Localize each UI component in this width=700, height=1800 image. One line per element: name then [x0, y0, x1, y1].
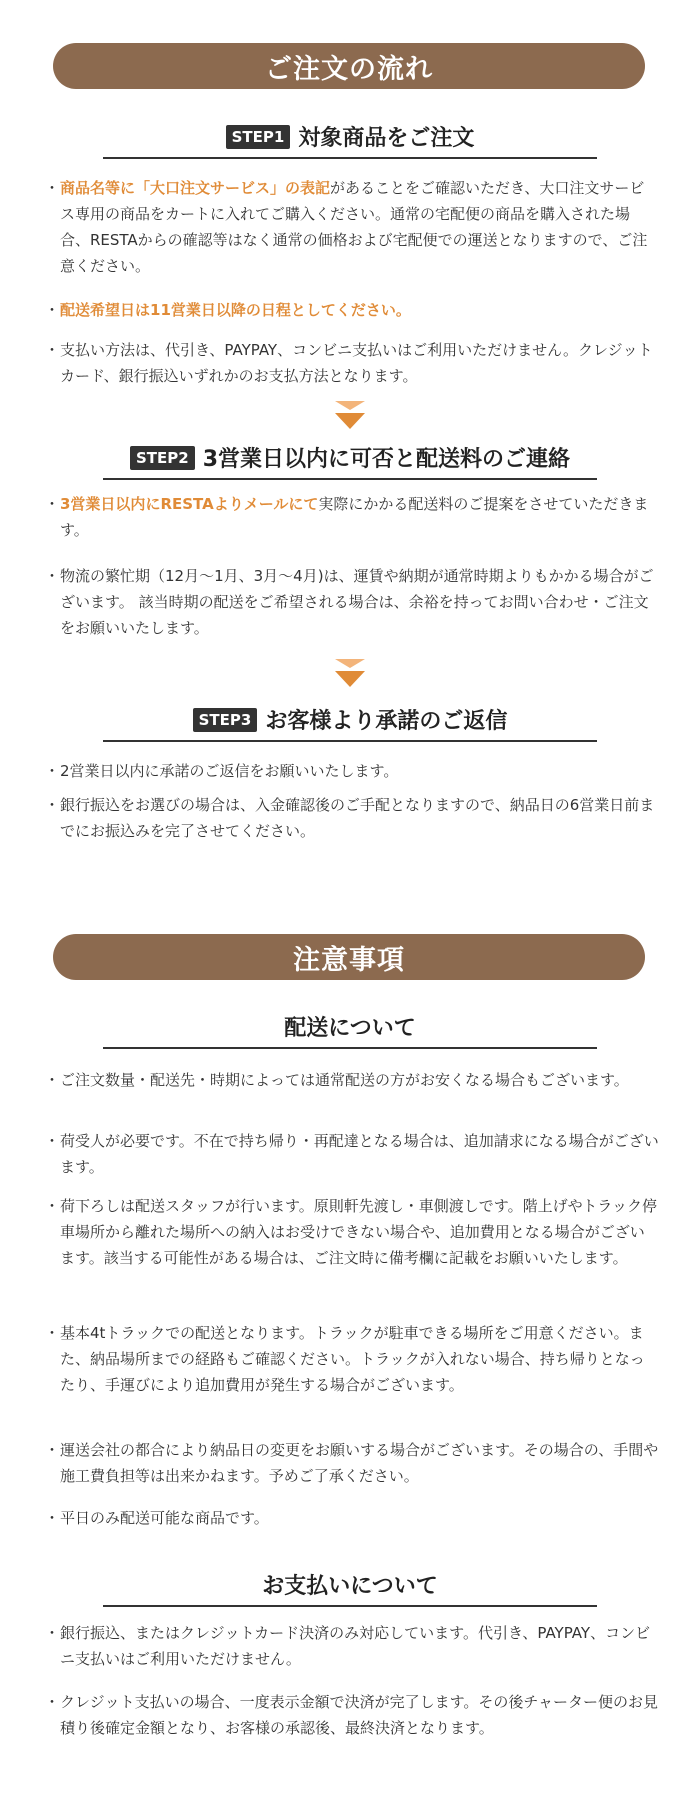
down-arrow-icon	[335, 401, 365, 429]
step2-item	[44, 563, 659, 641]
step3-item	[44, 758, 659, 784]
delivery-item: ・ 基本4tトラックでの配送となります。トラックが駐車できる場所をご用意ください。また、納品場所までの経路もご確認ください。トラックが入れない場合、持ち帰りとなったり、手運びにより追加費用が発生する場合がございます。	[44, 1320, 659, 1398]
delivery-item: ・ 荷下ろしは配送スタッフが行います。原則軒先渡し・車側渡しです。階上げやトラック停車場所から離れた場所への納入はお受けできない場合や、追加費用となる場合がございます。該当する可能性がある場合は、ご注文時に備考欄に記載をお願いいたします。	[44, 1193, 659, 1271]
step3-item	[44, 792, 659, 844]
accent-text: 3営業日以内にRESTAよりメールにて	[60, 495, 319, 513]
step2-heading	[103, 442, 597, 480]
step1-item	[44, 297, 659, 323]
item-text: 物流の繁忙期（12月〜1月、3月〜4月)は、運賃や納期が通常時期よりもかかる場合がございます。 該当時期の配送をご希望される場合は、余裕を持ってお問い合わせ・ご注文をお願いいたします。	[60, 567, 654, 637]
item-text: 支払い方法は、代引き、PAYPAY、コンビニ支払いはご利用いただけません。クレジットカード、銀行振込いずれかのお支払方法となります。	[60, 341, 653, 385]
accent-text: 配送希望日は11営業日以降の日程としてください。	[60, 301, 411, 319]
step2-item	[44, 491, 659, 543]
step2-badge: STEP2	[130, 446, 195, 470]
down-arrow-icon	[335, 659, 365, 687]
step1-heading	[103, 121, 597, 159]
delivery-item: ・ 平日のみ配送可能な商品です。	[44, 1505, 659, 1531]
step3-badge: STEP3	[193, 708, 258, 732]
step2-title: 3営業日以内に可否と配送料のご連絡	[202, 447, 571, 472]
item-text: 実際にかかる配送料のご提案をさせていただきます。	[60, 495, 649, 539]
accent-text: 商品名等に「大口注文サービス」の表記	[60, 179, 331, 197]
step1-item	[44, 175, 659, 279]
step1-item	[44, 337, 659, 389]
step1-title: 対象商品をご注文	[298, 126, 475, 151]
step3-heading	[103, 704, 597, 742]
item-text: 銀行振込をお選びの場合は、入金確認後のご手配となりますので、納品日の6営業日前までにお振込みを完了させてください。	[60, 796, 655, 840]
delivery-item: ・ 運送会社の都合により納品日の変更をお願いする場合がございます。その場合の、手間や施工費負担等は出来かねます。予めご了承ください。	[44, 1437, 659, 1489]
item-text: 2営業日以内に承諾のご返信をお願いいたします。	[60, 762, 399, 780]
delivery-title: 配送について	[284, 1016, 416, 1041]
payment-heading	[103, 1569, 597, 1607]
payment-item: ・ クレジット支払いの場合、一度表示金額で決済が完了します。その後チャーター便のお見積り後確定金額となり、お客様の承認後、最終決済となります。	[44, 1689, 659, 1741]
step3-title: お客様より承諾のご返信	[265, 709, 508, 734]
notes-banner: 注意事項	[53, 934, 645, 980]
payment-title: お支払いについて	[262, 1574, 438, 1599]
step1-badge: STEP1	[226, 125, 291, 149]
order-flow-banner: ご注文の流れ	[53, 43, 645, 89]
delivery-item: ・ 荷受人が必要です。不在で持ち帰り・再配達となる場合は、追加請求になる場合がございます。	[44, 1128, 659, 1180]
delivery-heading	[103, 1011, 597, 1049]
payment-item: ・ 銀行振込、またはクレジットカード決済のみ対応しています。代引き、PAYPAY、コンビニ支払いはご利用いただけません。	[44, 1620, 659, 1672]
item-text: があることをご確認いただき、大口注文サービス専用の商品をカートに入れてご購入ください。通常の宅配便の商品を購入された場合、RESTAからの確認等はなく通常の価格および宅配便での運送となりますので、ご注意ください。	[60, 179, 648, 275]
delivery-item: ・ ご注文数量・配送先・時期によっては通常配送の方がお安くなる場合もございます。	[44, 1067, 659, 1093]
